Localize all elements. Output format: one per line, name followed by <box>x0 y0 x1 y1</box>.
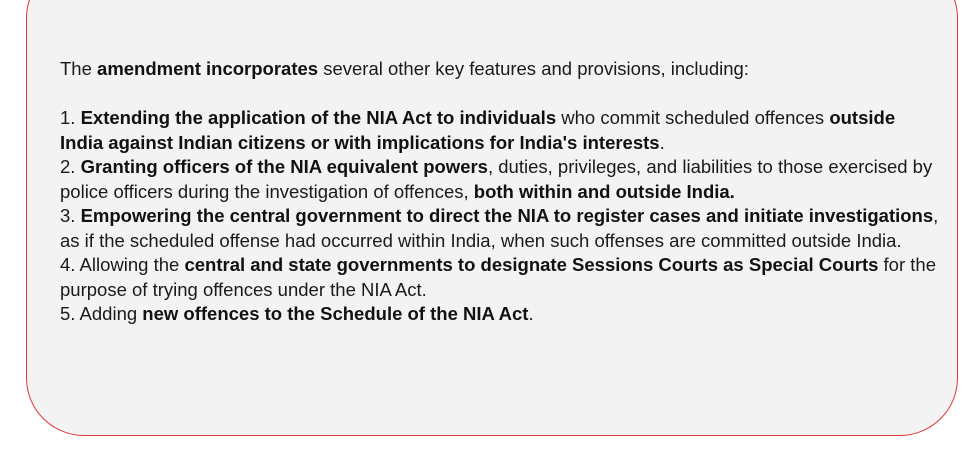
text-block <box>60 57 940 327</box>
list-item-1: 1. Extending the application of the NIA Act to individuals who commit scheduled offences outside India against Indian citizens or with implications for India's interests. <box>60 107 896 153</box>
list-item-2: 2. Granting officers of the NIA equivalent powers, duties, privileges, and liabilities to those exercised by police officers during the investigation of offences, both within and outside India. <box>60 156 933 202</box>
list-item-4: 4. Allowing the central and state governments to designate Sessions Courts as Special Courts for the purpose of trying offences under the NIA Act. <box>60 254 936 300</box>
intro-paragraph: The amendment incorporates several other key features and provisions, including: <box>60 58 749 79</box>
list-item-3: 3. Empowering the central government to direct the NIA to register cases and initiate investigations, as if the scheduled offense had occurred within India, when such offenses are committed outside India. <box>60 205 939 251</box>
list-item-5: 5. Adding new offences to the Schedule of the NIA Act. <box>60 303 534 324</box>
